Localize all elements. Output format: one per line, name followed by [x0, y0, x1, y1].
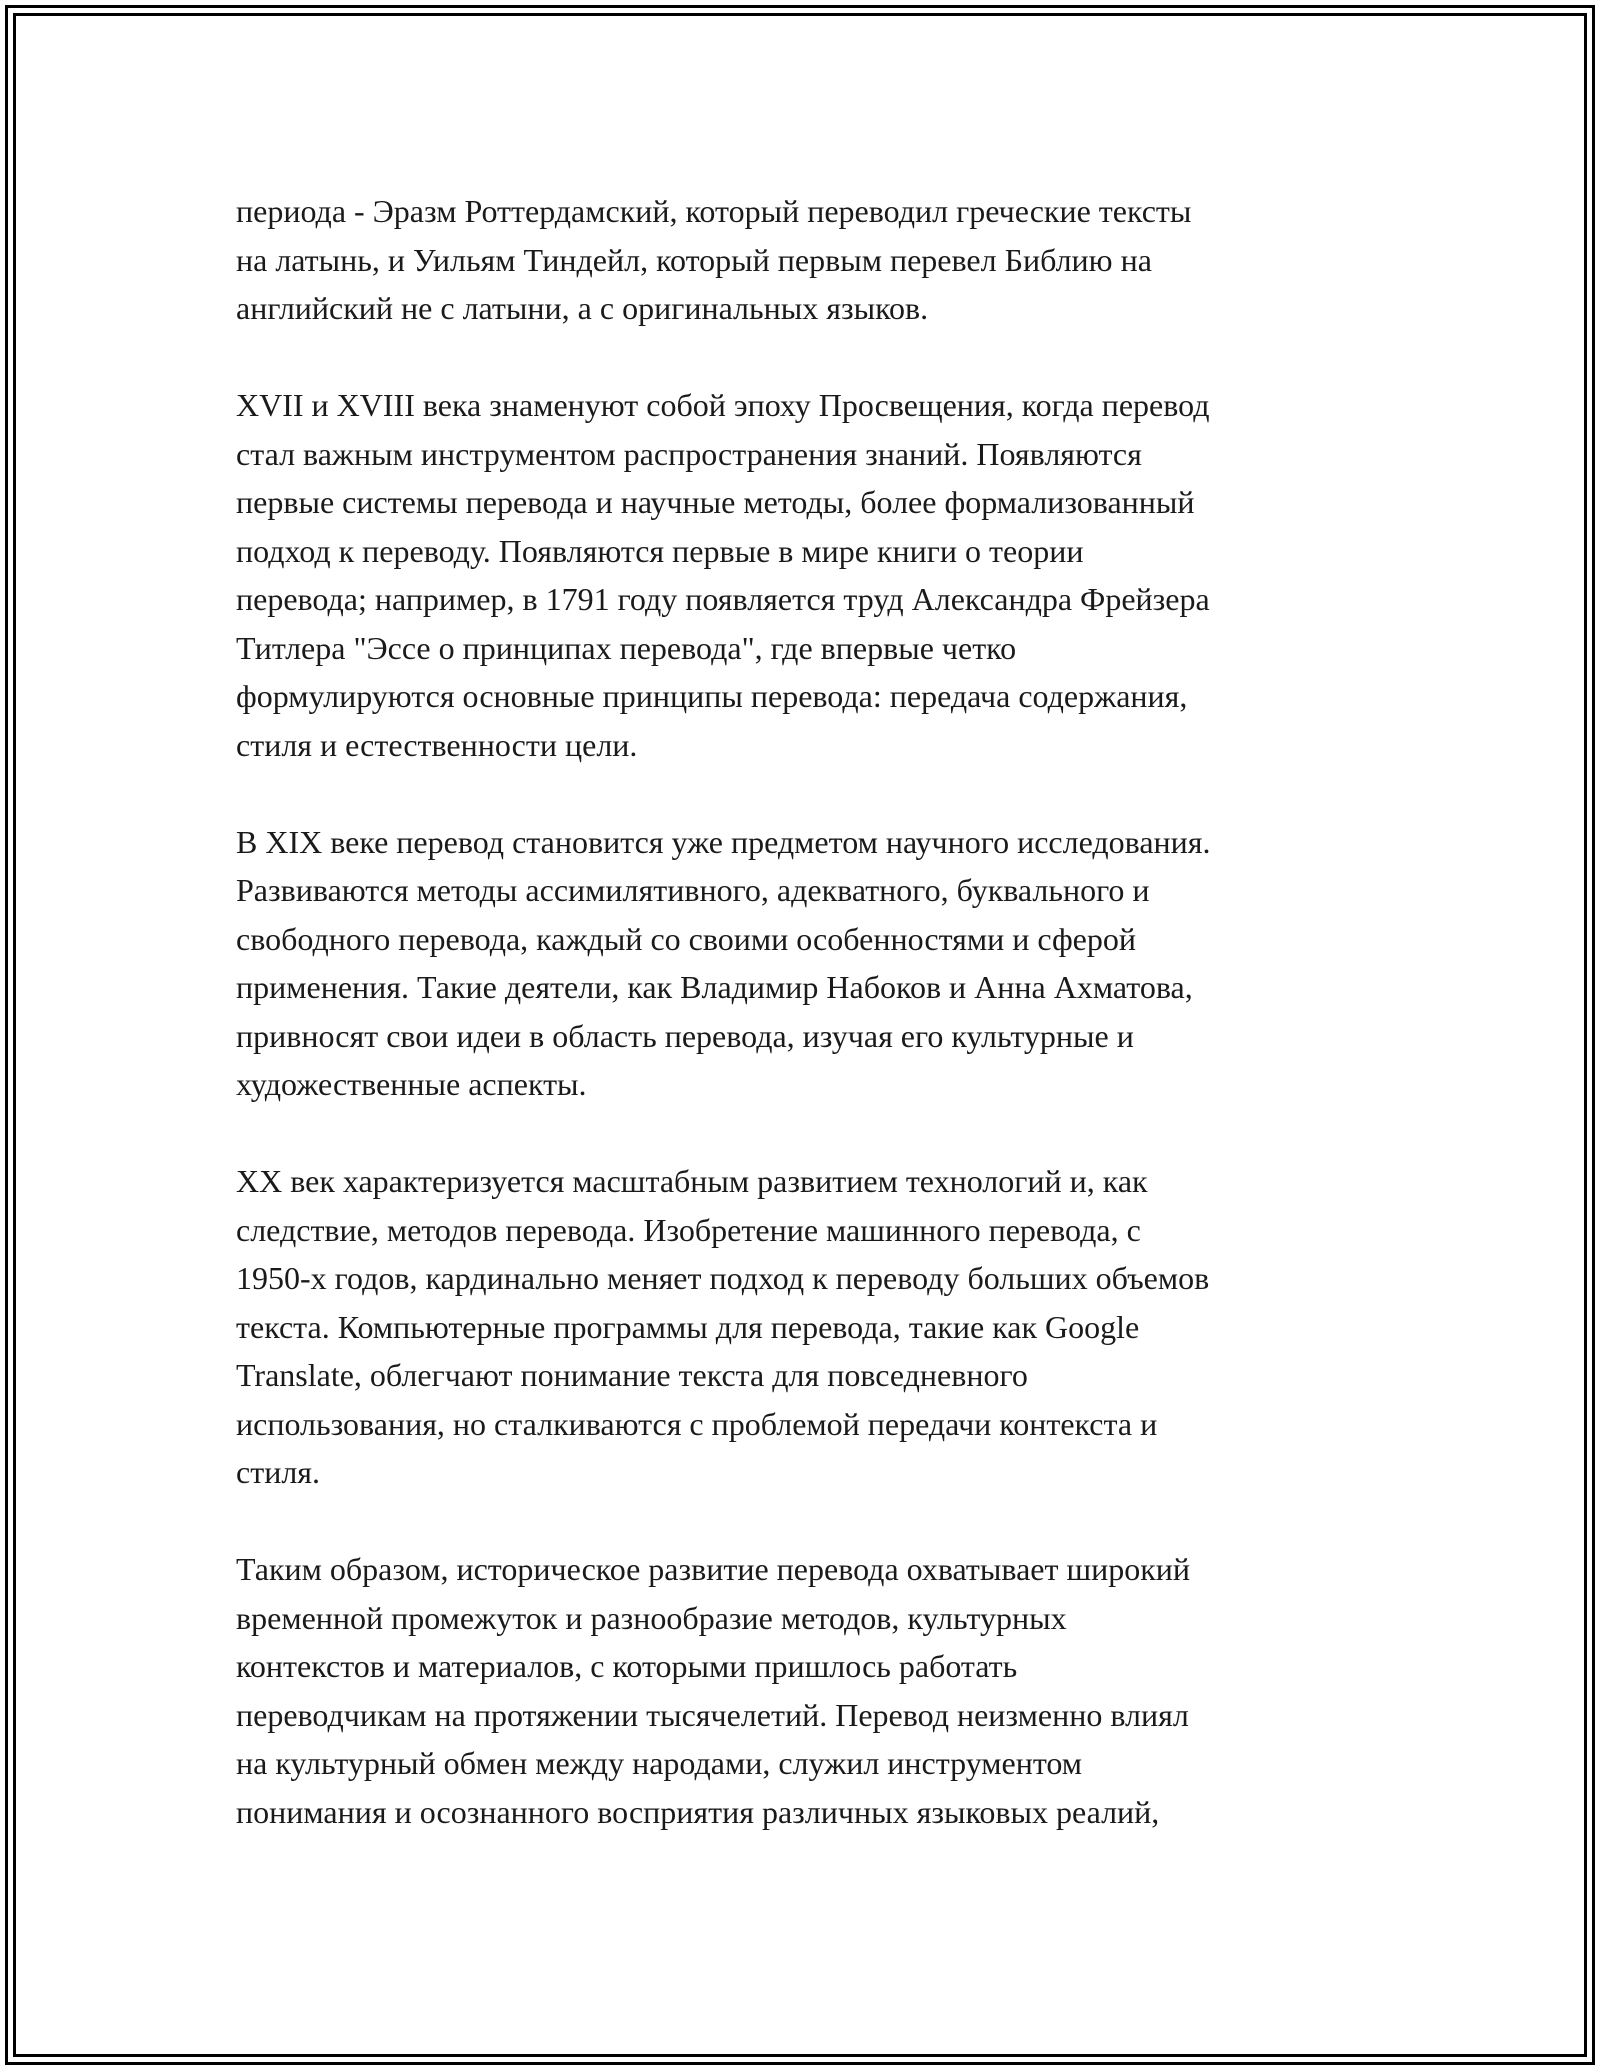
paragraph-5: Таким образом, историческое развитие перевода охватывает широкий временной промежуток и разнообразие методов, культурных контекстов и материалов, с которыми пришлось работать переводчикам на протяжении тысячелетий. Перевод неизменно влиял на культурный обмен между народами, служил инструментом понимания и осознанного восприятия различных языковых реалий,: [236, 1551, 1191, 1830]
paragraph-2: XVII и XVIII века знаменуют собой эпоху Просвещения, когда перевод стал важным инструментом распространения знаний. Появляются первые системы перевода и научные методы, более формализованный подход к переводу. Появляются первые в мире книги о теории перевода; например, в 1791 году появляется труд Александра Фрейзера Титлера "Эссе о принципах перевода", где впервые четко формулируются основные принципы перевода: передача содержания, стиля и естественности цели.: [236, 387, 1210, 763]
document-body: [236, 187, 1376, 1885]
paragraph-1: периода - Эразм Роттердамский, который переводил греческие тексты на латынь, и Уильям Тиндейл, который первым перевел Библию на английский не с латыни, а с оригинальных языков.: [236, 193, 1192, 326]
paragraph-3: В XIX веке перевод становится уже предметом научного исследования. Развиваются методы ассимилятивного, адекватного, буквального и свободного перевода, каждый со своими особенностями и сферой применения. Такие деятели, как Владимир Набоков и Анна Ахматова, привносят свои идеи в область перевода, изучая его культурные и художественные аспекты.: [236, 823, 1211, 1102]
paragraph-4: XX век характеризуется масштабным развитием технологий и, как следствие, методов перевода. Изобретение машинного перевода, с 1950-х годов, кардинально меняет подход к переводу больших объемов текста. Компьютерные программы для перевода, такие как Google Translate, облегчают понимание текста для повседневного использования, но сталкиваются с проблемой передачи контекста и стиля.: [236, 1163, 1210, 1490]
